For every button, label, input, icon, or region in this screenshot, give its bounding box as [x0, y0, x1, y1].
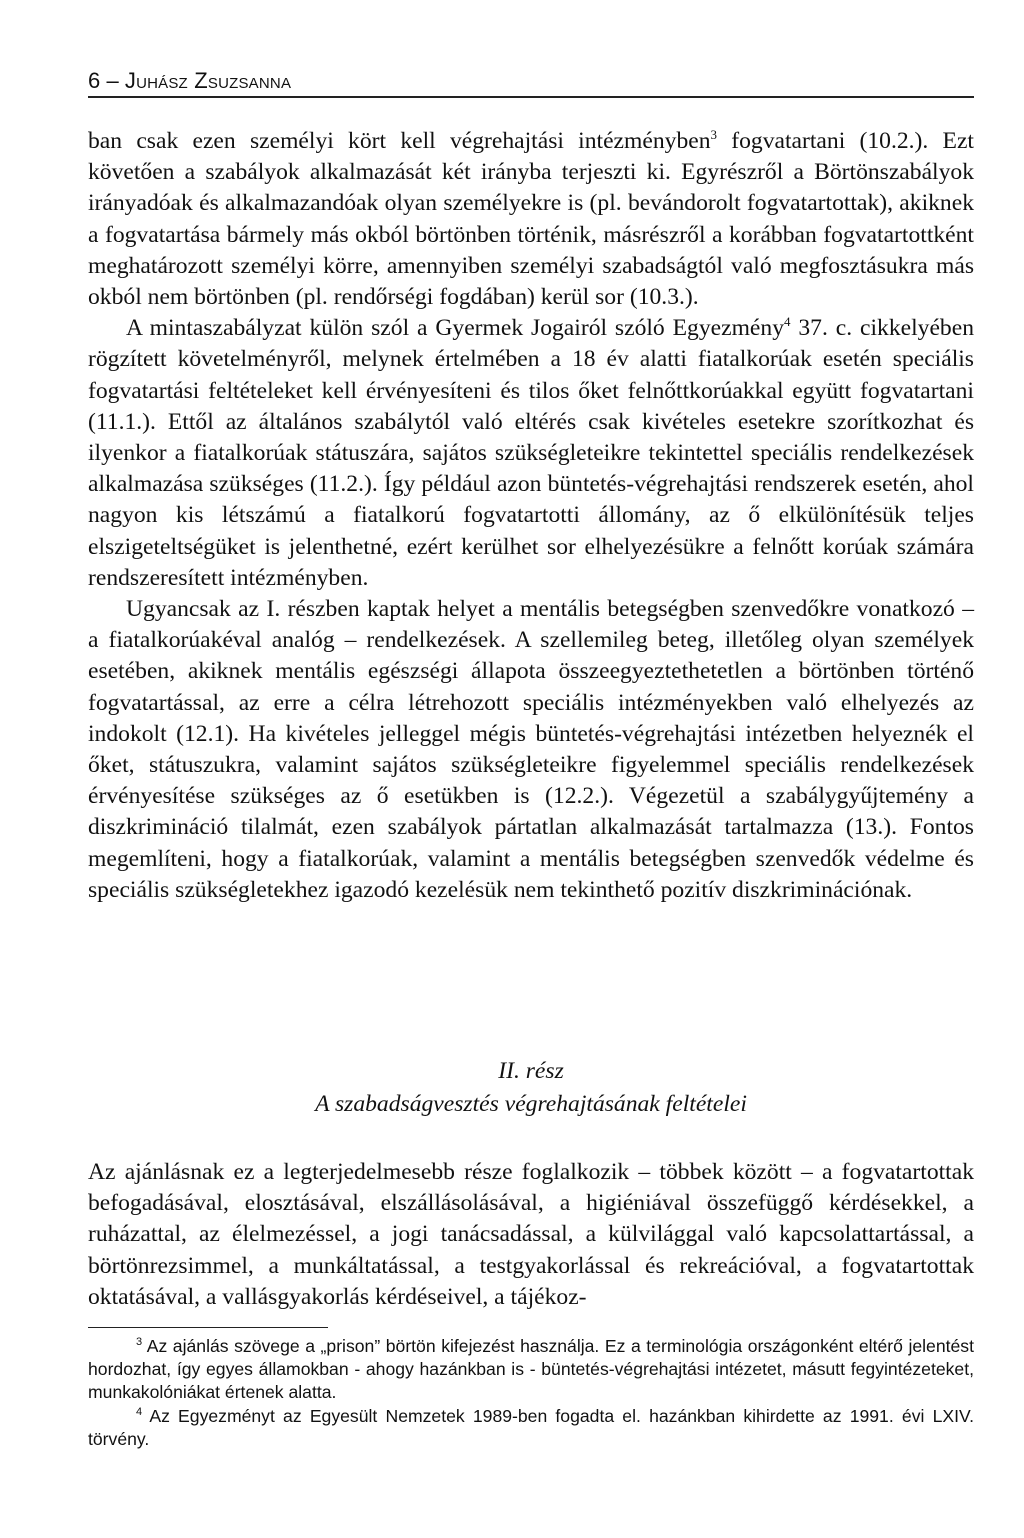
- section-heading: [88, 1055, 974, 1121]
- paragraph-1-start: ban csak ezen személyi kört kell végrehajtási intézményben: [88, 128, 711, 154]
- paragraph-2-end: 37. c. cikkelyében rögzített követelményről, melynek értelmében a 18 év alatti fiatalkorúak esetén speciális fogvatartási feltételeket kell érvényesíteni és tilos őket felnőttkorúakkal együtt fogvatartani (11.1.). Ettől az általános szabálytól való eltérés csak kivételes esetekre szorítkozhat és ilyenkor a fiatalkorúak státuszára, sajátos szükségleteikre tekintettel speciális rendelkezések alkalmazása szükséges (11.2.). Így például azon büntetés-végrehajtási rendszerek esetén, ahol nagyon kis létszámú a fiatalkorú fogvatartotti állomány, az ő elkülönítésük teljes elszigeteltségüket is jelenthetné, ezért kerülhet sor elhelyezésükre a felnőtt korúak számára rendszeresített intézményben.: [88, 315, 975, 591]
- footnote-divider: [88, 1327, 328, 1328]
- paragraph-2-start: A mintaszabályzat külön szól a Gyermek Jogairól szóló Egyezmény: [126, 315, 784, 342]
- section-text: [88, 1157, 974, 1313]
- paragraph-1: [88, 126, 974, 313]
- body-text: [88, 126, 974, 906]
- footnote-3: [88, 1335, 974, 1405]
- footnote-3-text: Az ajánlás szövege a „prison” börtön kifejezést használja. Ez a terminológia országonként eltérő jelentést hordozhat, így egyes államokban - ahogy hazánkban is - büntetés-végrehajtási intézetet, másutt fegyintézeteket, munkakolóniákat értenek alatta.: [88, 1336, 974, 1403]
- section-number: II. rész: [498, 1058, 564, 1084]
- section-title: A szabadságvesztés végrehajtásának feltételei: [315, 1091, 747, 1117]
- footnote-4: [88, 1405, 974, 1451]
- paragraph-1-end: fogvatartani (10.2.). Ezt követően a szabályok alkalmazását két irányba terjeszti ki. Egyrészről a Börtönszabályok irányadóak és alkalmazandóak olyan személyekre is (pl. bevándorolt fogvatartottak), akiknek a fogvatartása bármely más okból börtönben történik, másrészről a korábban fogvatartottként meghatározott személyi körre, amennyiben személyi szabadságtól való megfosztásukra más okból nem börtönben (pl. rendőrségi fogdában) kerül sor (10.3.).: [88, 128, 974, 311]
- footnote-4-text: Az Egyezményt az Egyesült Nemzetek 1989-ben fogadta el. hazánkban kihirdette az 1991. évi LXIV. törvény.: [88, 1405, 974, 1449]
- footnote-4-number: 4: [136, 1405, 143, 1418]
- footnote-3-number: 3: [136, 1336, 143, 1349]
- footnote-ref-3[interactable]: 3: [710, 127, 718, 143]
- author-name: Juhász Zsuzsanna: [124, 68, 292, 93]
- page-number: 6: [88, 68, 101, 93]
- footnotes: [88, 1335, 974, 1451]
- header-separator: –: [106, 68, 119, 93]
- paragraph-2: [88, 313, 974, 594]
- section-paragraph: Az ajánlásnak ez a legterjedelmesebb része foglalkozik – többek között – a fogvatartottak befogadásával, elosztásával, elszállásolásával, a higiéniával összefüggő kérdésekkel, a ruházattal, az élelmezéssel, a jogi tanácsadással, a külvilággal való kapcsolattartással, a börtönrezsimmel, a munkáltatással, a testgyakorlással és rekreációval, a fogvatartottak oktatásával, a vallásgyakorlás kérdéseivel, a tájékoz-: [88, 1159, 974, 1310]
- paragraph-3: Ugyancsak az I. részben kaptak helyet a mentális betegségben szenvedőkre vonatkozó – a fiatalkorúakéval analóg – rendelkezések. A szellemileg beteg, illetőleg olyan személyek esetében, akiknek mentális egészségi állapota összeegyeztethetetlen a börtönben történő fogvatartással, az erre a célra létrehozott speciális intézményekben való elhelyezés az indokolt (12.1). Ha kivételes jelleggel mégis büntetés-végrehajtási intézetben helyeznék el őket, státuszukra, valamint sajátos szükségleteikre figyelemmel speciális rendelkezések érvényesítése szükséges az ő esetükben is (12.2.). Végezetül a szabálygyűjtemény a diszkrimináció tilalmát, ezen szabályok pártatlan alkalmazását tartalmazza (13.). Fontos megemlíteni, hogy a fiatalkorúak, valamint a mentális betegségben szenvedők védelme és speciális szükségletekhez igazodó kezelésük nem tekinthető pozitív diszkriminációnak.: [88, 596, 974, 903]
- footnote-ref-4[interactable]: 4: [784, 314, 791, 330]
- running-head: [88, 68, 974, 98]
